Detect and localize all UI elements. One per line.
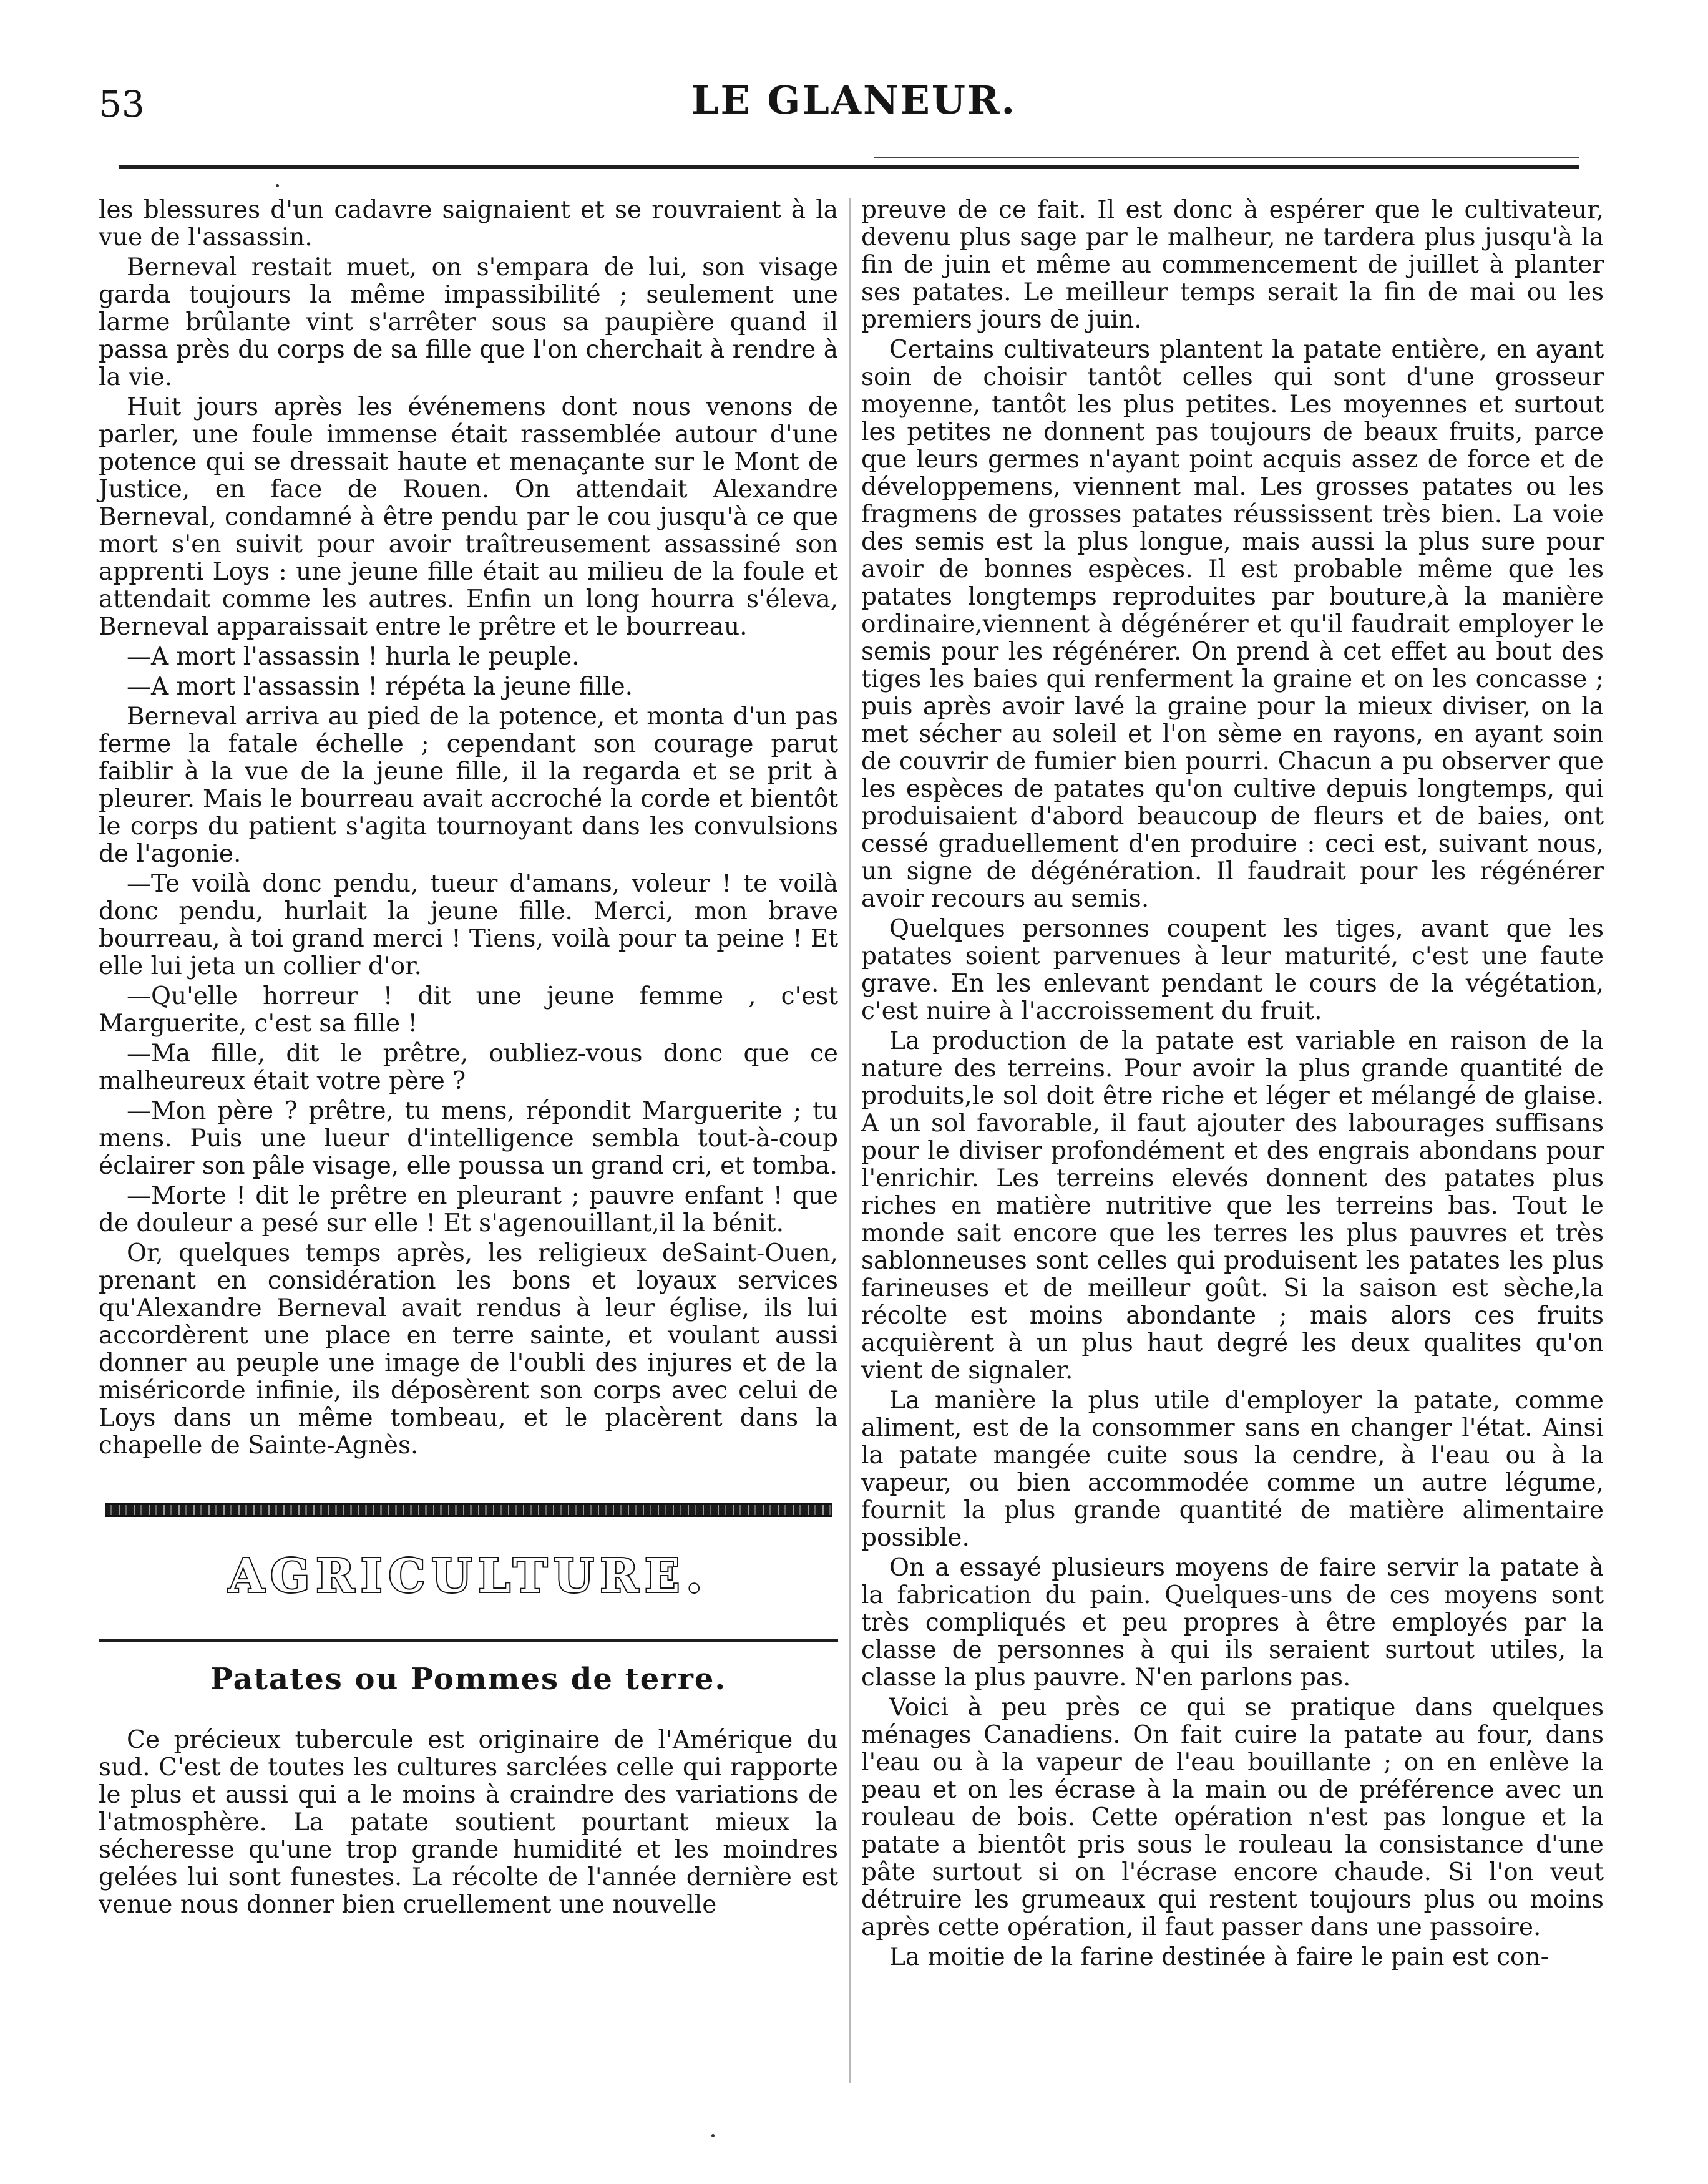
story-paragraph: —A mort l'assassin ! hurla le peuple. [127, 643, 580, 671]
story-paragraph: les blessures d'un cadavre saignaient et se rouvraient à la vue de l'assassin. [99, 196, 838, 251]
article-paragraph: preuve de ce fait. Il est donc à espérer que le cultivateur, devenu plus sage par le malheur, ne tardera plus jusqu'à la fin de juin et même au commencement de juillet à planter ses patates. Le meilleur temps serait la fin de mai ou les premiers jours de juin. [861, 196, 1604, 334]
article-title: Patates ou Pommes de terre. [210, 1662, 727, 1697]
right-column [861, 197, 1604, 1974]
story-paragraph: Huit jours après les événemens dont nous venons de parler, une foule immense était rassemblée autour d'une potence qui se dressait haute et menaçante sur le Mont de Justice, en face de Rouen. On attendait Alexandre Berneval, condamné à être pendu par le cou jusqu'à ce que mort s'en suivit pour avoir traîtreusement assassiné son apprenti Loys : une jeune fille était au milieu de la foule et attendait comme les autres. Enfin un long hourra s'éleva, Berneval apparaissait entre le prêtre et le bourreau. [99, 393, 838, 641]
article-paragraph: Voici à peu près ce qui se pratique dans quelques ménages Canadiens. On fait cuire la patate au four, dans l'eau ou à la vapeur de l'eau bouillante ; on en enlève la peau et on les écrase à la main ou de préférence avec un rouleau de bois. Cette opération n'est pas longue et la patate a bientôt pris sous le rouleau la consistance d'une pâte surtout si on l'écrase encore chaude. Si l'on veut détruire les grumeaux qui restent toujours plus ou moins après cette opération, il faut passer dans une passoire. [861, 1694, 1604, 1941]
ornamental-divider [105, 1503, 832, 1517]
left-column [99, 197, 838, 1921]
story-paragraph: Or, quelques temps après, les religieux deSaint-Ouen, prenant en considération les bons et loyaux services qu'Alexandre Berneval avait rendus à leur église, ils lui accordèrent une place en terre sainte, et voulant aussi donner au peuple une image de l'oubli des injures et de la miséricorde infinie, ils déposèrent son corps avec celui de Loys dans un même tombeau, et le placèrent dans la chapelle de Sainte-Agnès. [99, 1239, 838, 1460]
header-rule [119, 165, 1579, 169]
story-text [99, 197, 838, 1460]
print-speck [276, 184, 279, 187]
story-paragraph: —Morte ! dit le prêtre en pleurant ; pauvre enfant ! que de douleur a pesé sur elle ! Et s'agenouillant,il la bénit. [99, 1182, 838, 1237]
section-heading: AGRICULTURE. [228, 1549, 709, 1603]
header-rule-thin [874, 157, 1579, 158]
article-paragraph: Quelques personnes coupent les tiges, avant que les patates soient parvenues à leur maturité, c'est une faute grave. En les enlevant pendant le cours de la végétation, c'est nuire à l'accroissement du fruit. [861, 915, 1604, 1025]
article-paragraph: Certains cultivateurs plantent la patate entière, en ayant soin de choisir tantôt celles qui sont d'une grosseur moyenne, tantôt les plus petites. Les moyennes et surtout les petites ne donnent pas toujours de beaux fruits, parce que leurs germes n'ayant point acquis assez de force et de développemens, viennent mal. Les grosses patates ou les fragmens de grosses patates réussissent très bien. La voie des semis est la plus longue, mais aussi la plus sure pour avoir de bonnes espèces. Il est probable même que les patates longtemps reproduites par bouture,à la manière ordinaire,viennent à dégénérer et qu'il faudrait employer le semis pour les régénérer. On prend à cet effet au bout des tiges les baies qui renferment la graine et on les concasse ; puis après avoir lavé la graine pour la mieux diviser, on la met sécher au soleil et l'on sème en rayons, en ayant soin de couvrir de fumier bien pourri. Chacun a pu observer que les espèces de patates qu'on cultive depuis longtemps, qui produisaient d'abord beaucoup de fleurs et de baies, ont cessé graduellement d'en produire : ceci est, suivant nous, un signe de dégénération. Il faudrait pour les régénérer avoir recours au semis. [861, 336, 1604, 913]
story-paragraph: —Te voilà donc pendu, tueur d'amans, voleur ! te voilà donc pendu, hurlait la jeune fille. Merci, mon brave bourreau, à toi grand merci ! Tiens, voilà pour ta peine ! Et elle lui jeta un collier d'or. [99, 870, 838, 980]
story-paragraph: Berneval restait muet, on s'empara de lui, son visage garda toujours la même impassibilité ; seulement une larme brûlante vint s'arrêter sous sa paupière quand il passa près du corps de sa fille que l'on cherchait à rendre à la vie. [99, 253, 838, 391]
story-paragraph: —Qu'elle horreur ! dit une jeune femme , c'est Marguerite, c'est sa fille ! [99, 982, 838, 1038]
story-paragraph: —A mort l'assassin ! répéta la jeune fille. [127, 673, 633, 701]
story-paragraph: —Ma fille, dit le prêtre, oubliez-vous donc que ce malheureux était votre père ? [99, 1040, 838, 1095]
article-paragraph: La production de la patate est variable en raison de la nature des terreins. Pour avoir la plus grande quantité de produits,le sol doit être riche et léger et mélangé de glaise. A un sol favorable, il faut ajouter des labourages suffisans pour le diviser profondément et des engrais abondans pour l'enrichir. Les terreins elevés donnent des patates plus riches en matière nutritive que les terreins bas. Tout le monde sait encore que les terres les plus pauvres et très sablonneuses sont celles qui produisent les patates les plus farineuses et de meilleur goût. Si la saison est sèche,la récolte est moins abondante ; mais alors ces fruits acquièrent à un plus haut degré les deux qualites qu'on vient de signaler. [861, 1027, 1604, 1385]
article-paragraph: La manière la plus utile d'employer la patate, comme aliment, est de la consommer sans en changer l'état. Ainsi la patate mangée cuite sous la cendre, à l'eau ou à la vapeur, ou bien accommodée comme un autre légume, fournit la plus grande quantité de matière alimentaire possible. [861, 1387, 1604, 1552]
article-paragraph: La moitie de la farine destinée à faire le pain est con- [889, 1943, 1549, 1971]
print-speck [711, 2134, 715, 2137]
story-paragraph: Berneval arriva au pied de la potence, et monta d'un pas ferme la fatale échelle ; cependant son courage parut faiblir à la vue de la jeune fille, il la regarda et se prit à pleurer. Mais le bourreau avait accroché la corde et bientôt le corps du patient s'agita tournoyant dans les convulsions de l'agonie. [99, 703, 838, 868]
article-paragraph: On a essayé plusieurs moyens de faire servir la patate à la fabrication du pain. Quelques-uns de ces moyens sont très compliqués et peu propres à être employés par la classe de personnes à qui ils seraient surtout utiles, la classe la plus pauvre. N'en parlons pas. [861, 1554, 1604, 1692]
section-rule [99, 1639, 838, 1642]
page-number: 53 [99, 83, 145, 125]
journal-title: LE GLANEUR. [691, 77, 1017, 123]
column-divider [849, 198, 851, 2083]
story-paragraph: —Mon père ? prêtre, tu mens, répondit Marguerite ; tu mens. Puis une lueur d'intelligence sembla tout-à-coup éclairer son pâle visage, elle poussa un grand cri, et tomba. [99, 1097, 838, 1180]
article-paragraph: Ce précieux tubercule est originaire de l'Amérique du sud. C'est de toutes les cultures sarclées celle qui rapporte le plus et aussi qui a le moins à craindre des variations de l'atmosphère. La patate soutient pourtant mieux la sécheresse qu'une trop grande humidité et les moindres gelées lui sont funestes. La récolte de l'année dernière est venue nous donner bien cruellement une nouvelle [99, 1725, 838, 1919]
